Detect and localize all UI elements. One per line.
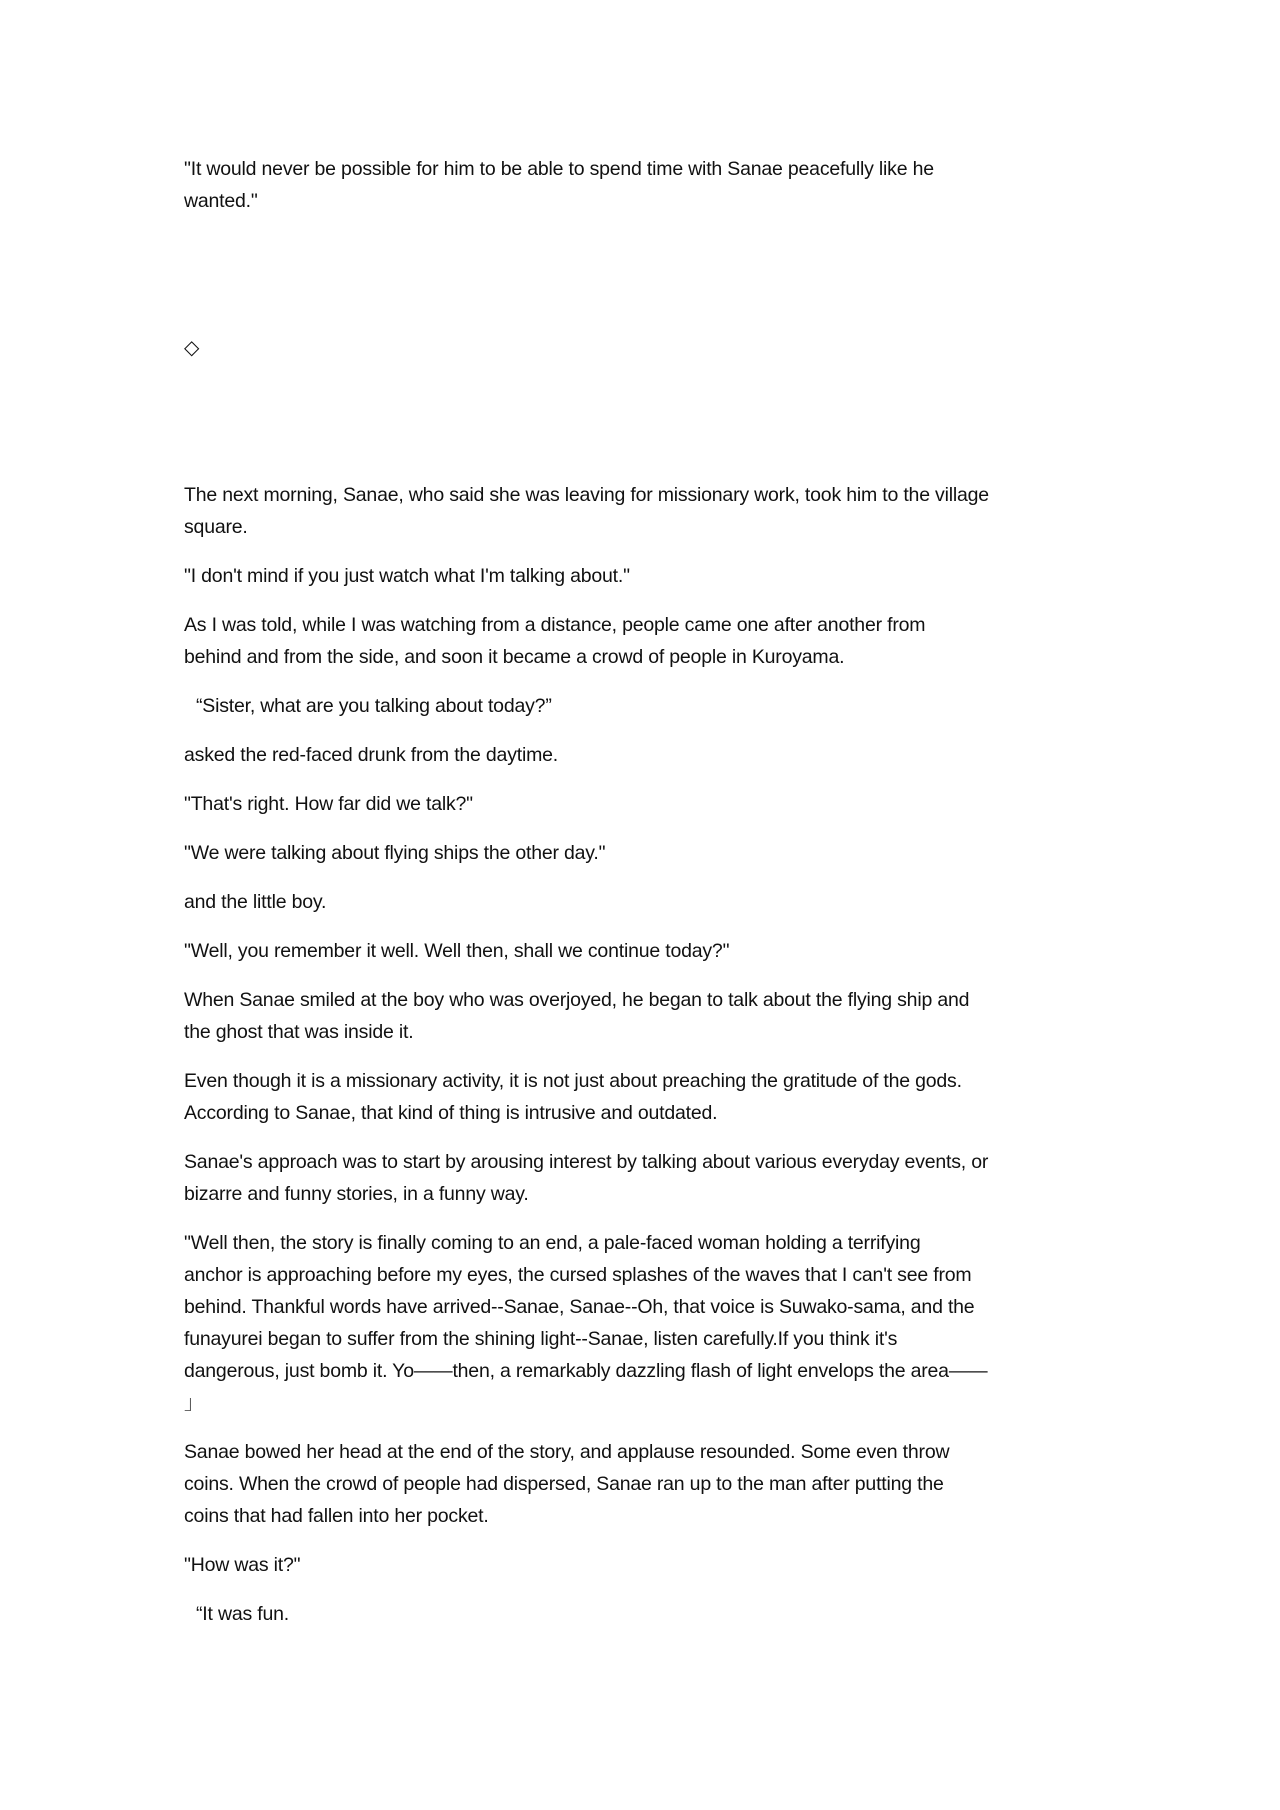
paragraph: [184, 153, 1124, 217]
text-line: "Well then, the story is finally coming to an end, a pale-faced woman holding a terrifying: [184, 1232, 921, 1254]
text-line: behind and from the side, and soon it became a crowd of people in Kuroyama.: [184, 646, 845, 668]
text-line: “Sister, what are you talking about today?”: [196, 695, 552, 717]
text-line: The next morning, Sanae, who said she was leaving for missionary work, took him to the village: [184, 484, 989, 506]
text-line: When Sanae smiled at the boy who was overjoyed, he began to talk about the flying ship and: [184, 989, 970, 1011]
text-line: "That's right. How far did we talk?": [184, 793, 473, 815]
paragraph: [184, 739, 1124, 771]
text-line: As I was told, while I was watching from a distance, people came one after another from: [184, 614, 926, 636]
text-line: Sanae's approach was to start by arousing interest by talking about various everyday events, or: [184, 1151, 989, 1173]
text-line: coins. When the crowd of people had dispersed, Sanae ran up to the man after putting the: [184, 1473, 944, 1495]
text-line: funayurei began to suffer from the shining light--Sanae, listen carefully.If you think it's: [184, 1328, 898, 1350]
text-line: "I don't mind if you just watch what I'm talking about.": [184, 565, 630, 587]
text-line: "It would never be possible for him to be able to spend time with Sanae peacefully like he: [184, 158, 934, 180]
text-line: and the little boy.: [184, 891, 327, 913]
paragraph: [184, 479, 1124, 543]
paragraph: [184, 984, 1124, 1048]
paragraph: [184, 886, 1124, 918]
text-line: asked the red-faced drunk from the daytime.: [184, 744, 559, 766]
text-line: 」: [184, 1392, 204, 1414]
paragraph: [184, 1549, 1124, 1581]
text-line: dangerous, just bomb it. Yo——then, a remarkably dazzling flash of light envelops the area——: [184, 1360, 988, 1382]
paragraph: [184, 1436, 1124, 1532]
paragraph: [184, 935, 1124, 967]
paragraph: [184, 1227, 1124, 1419]
paragraph: [184, 788, 1124, 820]
document-page: [184, 153, 1124, 1647]
paragraph: [184, 1146, 1124, 1210]
text-line: coins that had fallen into her pocket.: [184, 1505, 489, 1527]
paragraph: [184, 560, 1124, 592]
text-line: Sanae bowed her head at the end of the story, and applause resounded. Some even throw: [184, 1441, 950, 1463]
text-line: behind. Thankful words have arrived--Sanae, Sanae--Oh, that voice is Suwako-sama, and the: [184, 1296, 975, 1318]
text-line: According to Sanae, that kind of thing is intrusive and outdated.: [184, 1102, 718, 1124]
text-line: bizarre and funny stories, in a funny way.: [184, 1183, 529, 1205]
text-line: "We were talking about flying ships the other day.": [184, 842, 606, 864]
paragraph: [184, 1598, 1124, 1630]
paragraph: [184, 837, 1124, 869]
text-line: "Well, you remember it well. Well then, shall we continue today?": [184, 940, 730, 962]
text-line: Even though it is a missionary activity, it is not just about preaching the gratitude of the gods.: [184, 1070, 962, 1092]
text-line: square.: [184, 516, 248, 538]
empty-paragraph-spacer: [184, 234, 1124, 332]
text-line: "How was it?": [184, 1554, 301, 1576]
paragraph: [184, 1065, 1124, 1129]
section-break: [184, 332, 1124, 364]
paragraph: [184, 609, 1124, 673]
paragraph: [184, 690, 1124, 722]
text-line: “It was fun.: [196, 1603, 289, 1625]
text-line: anchor is approaching before my eyes, the cursed splashes of the waves that I can't see from: [184, 1264, 972, 1286]
empty-paragraph-spacer: [184, 381, 1124, 479]
text-line: wanted.": [184, 190, 258, 212]
text-line: the ghost that was inside it.: [184, 1021, 414, 1043]
diamond-separator: ◇: [184, 337, 200, 359]
